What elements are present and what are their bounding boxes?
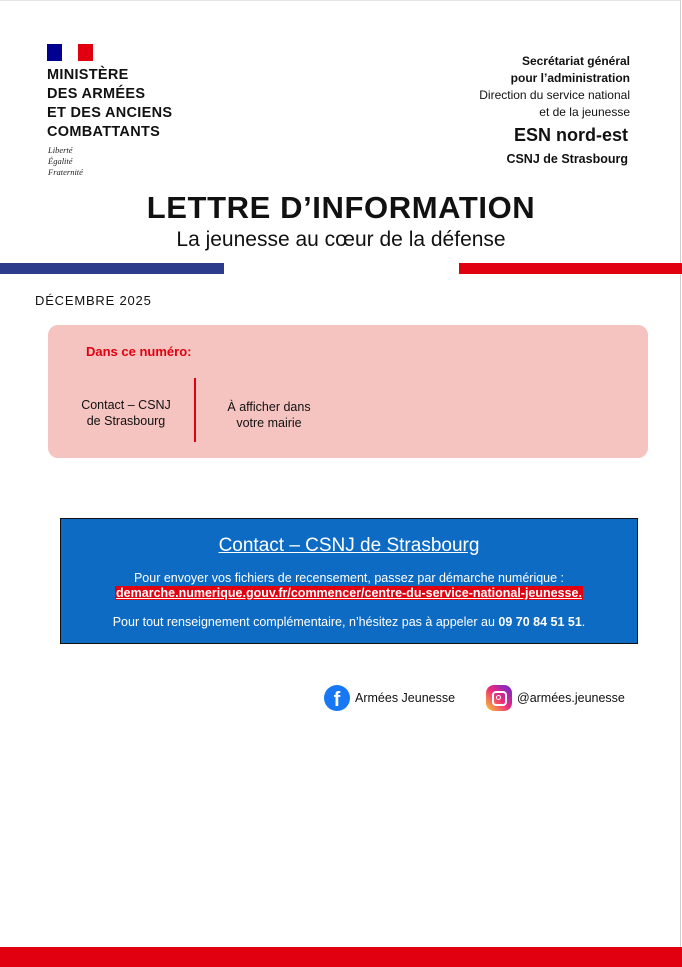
instagram-icon[interactable]	[486, 685, 512, 711]
page-title: LETTRE D’INFORMATION	[146, 190, 536, 225]
admin-line: Direction du service national	[479, 88, 630, 102]
ministry-name	[47, 66, 172, 142]
summary-item-line: de Strasbourg	[86, 414, 166, 428]
motto-line: Liberté	[48, 145, 73, 155]
contact-phone-line	[61, 615, 637, 629]
summary-item-mairie[interactable]	[218, 399, 320, 431]
issue-date: DÉCEMBRE 2025	[35, 293, 152, 308]
ministry-line: ET DES ANCIENS	[47, 105, 173, 121]
republic-motto	[48, 145, 83, 178]
contact-box	[60, 518, 638, 644]
summary-item-contact[interactable]	[73, 397, 179, 429]
red-divider	[459, 263, 682, 274]
summary-item-line: À afficher dans	[227, 400, 311, 414]
admin-line: pour l’administration	[510, 71, 630, 85]
ministry-line: DES ARMÉES	[47, 86, 146, 102]
motto-line: Égalité	[48, 156, 73, 166]
summary-separator	[194, 378, 196, 442]
phone-number: 09 70 84 51 51	[498, 615, 582, 629]
admin-line: Secrétariat général	[521, 54, 630, 68]
demarche-link[interactable]: demarche.numerique.gouv.fr/commencer/centre-du-service-national-jeunesse.	[116, 586, 582, 600]
administration-header	[479, 53, 630, 121]
ministry-line: COMBATTANTS	[47, 124, 161, 140]
facebook-icon[interactable]: f	[324, 685, 350, 711]
ministry-line: MINISTÈRE	[47, 67, 129, 83]
bottom-red-bar	[0, 947, 682, 967]
blue-divider	[0, 263, 224, 274]
contact-title: Contact – CSNJ de Strasbourg	[218, 535, 480, 556]
instagram-label[interactable]: @armées.jeunesse	[517, 691, 625, 705]
summary-title: Dans ce numéro:	[86, 344, 192, 359]
phone-prefix: Pour tout renseignement complémentaire, n’hésitez pas à appeler au	[112, 615, 499, 629]
motto-line: Fraternité	[48, 167, 83, 177]
marianne-logo	[47, 44, 93, 61]
instagram-icon-lens	[496, 695, 501, 700]
csnj-label: CSNJ de Strasbourg	[506, 152, 628, 166]
esn-label: ESN nord-est	[513, 125, 628, 145]
phone-suffix: .	[581, 615, 586, 629]
facebook-label[interactable]: Armées Jeunesse	[355, 691, 456, 705]
summary-item-line: Contact – CSNJ	[81, 398, 171, 412]
summary-item-line: votre mairie	[236, 416, 302, 430]
summary-box	[48, 325, 648, 458]
contact-link-row	[61, 586, 637, 600]
page-subtitle: La jeunesse au cœur de la défense	[176, 228, 506, 251]
contact-instructions: Pour envoyer vos fichiers de recensement, passez par démarche numérique :	[133, 571, 565, 585]
admin-line: et de la jeunesse	[539, 105, 630, 119]
